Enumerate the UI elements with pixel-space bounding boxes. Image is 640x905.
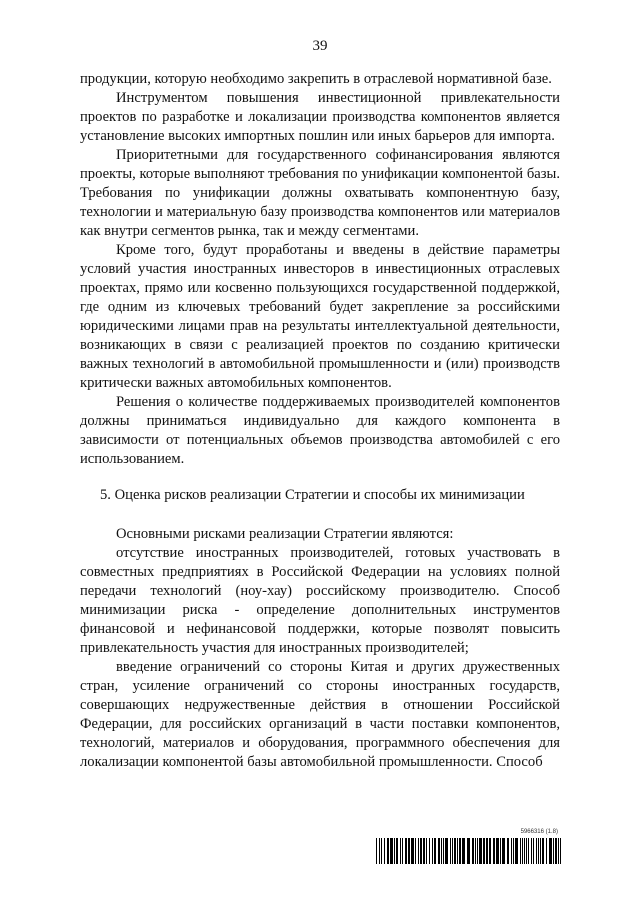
paragraph: продукции, которую необходимо закрепить в отраслевой нормативной базе.: [80, 71, 552, 87]
paragraph: отсутствие иностранных производителей, готовых участвовать в совместных предприятиях в Российской Федерации на условиях полной передачи технологий (ноу-хау) российскому производителю. Способ минимизации риска - определение дополнительных инструментов финансовой и нефинансовой поддержки, которые позволят повысить привлекательность участия для иностранных производителей;: [80, 545, 560, 656]
page-number: 39: [312, 38, 328, 54]
paragraph: введение ограничений со стороны Китая и других дружественных стран, усиление ограничений со стороны иностранных государств, совершающих недружественные действия в отношении Российской Федерации, для российских организаций в части поставки компонентов, технологий, материалов и оборудования, программного обеспечения для локализации компонентой базы автомобильной промышленности. Способ: [80, 659, 560, 770]
section-heading: 5. Оценка рисков реализации Стратегии и способы их минимизации: [100, 487, 525, 503]
barcode-image: [376, 838, 562, 864]
paragraph: Приоритетными для государственного софинансирования являются проекты, которые выполняют требования по унификации компонентой базы. Требования по унификации должны охватывать компонентную базу, технологии и материальную базу производства компонентов или материалов как внутри сегментов рынка, так и между сегментами.: [80, 147, 560, 239]
paragraph: Решения о количестве поддерживаемых производителей компонентов должны приниматься индивидуально для каждого компонента в зависимости от потенциальных объемов производства автомобилей с его использованием.: [80, 394, 560, 467]
paragraph: Кроме того, будут проработаны и введены в действие параметры условий участия иностранных инвесторов в инвестиционных отраслевых проектах, прямо или косвенно пользующихся государственной поддержкой, где одним из ключевых требований будет закрепление за российскими юридическими лицами прав на результаты интеллектуальной деятельности, возникающих в связи с реализацией проектов по созданию критически важных технологий в автомобильной промышленности и (или) производств критически важных автомобильных компонентов.: [80, 242, 560, 391]
paragraph: Инструментом повышения инвестиционной привлекательности проектов по разработке и локализации производства компонентов является установление высоких импортных пошлин или иных барьеров для импорта.: [80, 90, 560, 144]
document-body: [80, 70, 560, 772]
document-code: 5966316 (1.8): [520, 829, 558, 835]
paragraph: Основными рисками реализации Стратегии являются:: [116, 526, 454, 542]
